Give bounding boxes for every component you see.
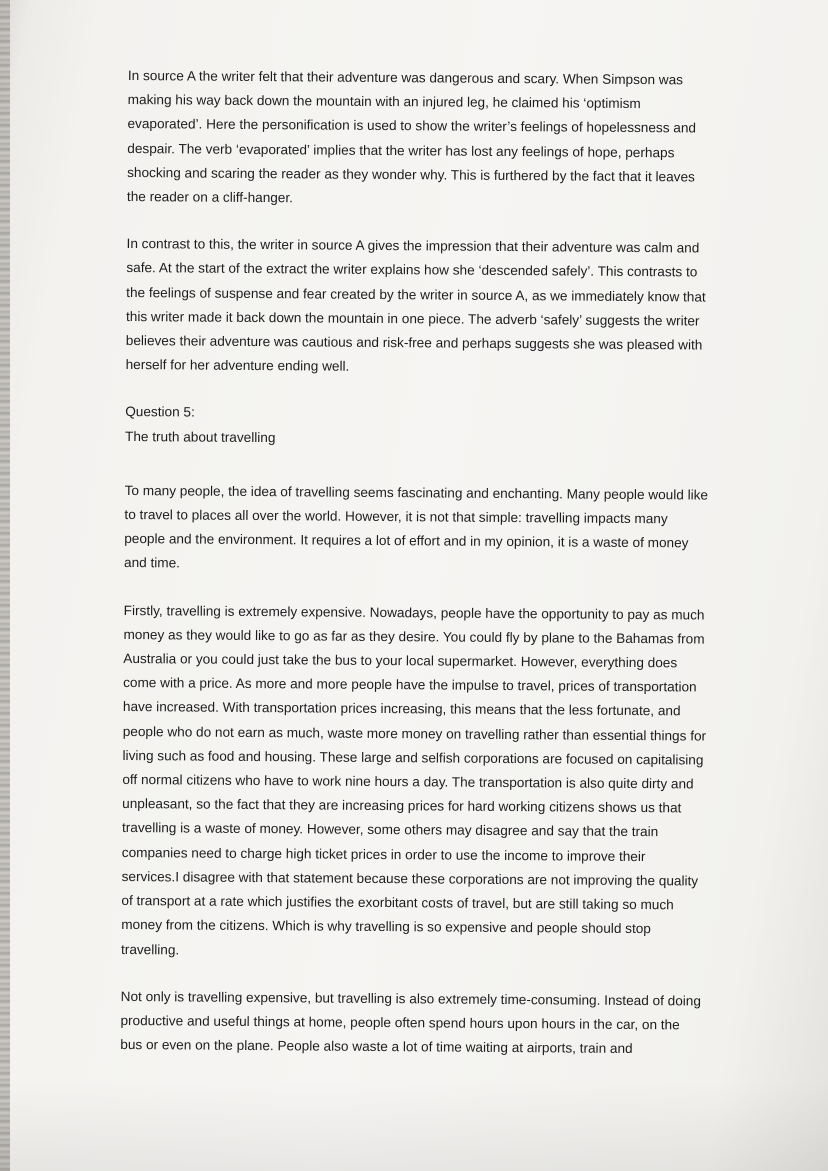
essay-paragraph-cost: Firstly, travelling is extremely expensive. Nowadays, people have the opportunity to pay as much money as they would like to go as far as they desire. You could fly by plane to the Bahamas from Australia or you could just take the bus to your local supermarket. However, everything does come with a price. As more and more people have the impulse to travel, prices of transportation have increased. With transportation prices increasing, this means that the less fortunate, and people who do not earn as much, waste more money on travelling rather than essential things for living such as food and housing. These large and selfish corporations are focused on capitalising off normal citizens who have to work nine hours a day. The transportation is also quite dirty and unpleasant, so the fact that they are increasing prices for hard working citizens shows us that travelling is a waste of money. However, some others may disagree and say that the train companies need to charge high ticket prices in order to use the income to improve their services.I disagree with that statement because these corporations are not improving the quality of transport at a rate which justifies the exorbitant costs of travel, but are still taking so much money from the citizens. Which is why travelling is so expensive and people should stop travelling. <box>120 602 707 957</box>
question-label: Question 5: <box>125 404 195 420</box>
analysis-paragraph-2: In contrast to this, the writer in source A gives the impression that their adventure was calm and safe. At the start of the extract the writer explains how she ‘descended safely’. This contrasts to the feelings of suspense and fear created by the writer in source A, as we immediately know that this writer made it back down the mountain in one piece. The adverb ‘safely’ suggests the writer believes their adventure was cautious and risk-free and perhaps suggests she was pleased with herself for her adventure ending well. <box>125 236 706 374</box>
page-bottom-shadow <box>0 1081 828 1171</box>
essay-paragraph-time: Not only is travelling expensive, but travelling is also extremely time-consuming. Instead of doing productive and useful things at home, people often spend hours upon hours in the car, on the bus or even on the plane. People also waste a lot of time waiting at airports, train and <box>120 988 702 1057</box>
analysis-paragraph-1: In source A the writer felt that their adventure was dangerous and scary. When Simpson was making his way back down the mountain with an injured leg, he claimed his ‘optimism evaporated’. Here the personification is used to show the writer’s feelings of hopelessness and despair. The verb ‘evaporated’ implies that the writer has lost any feelings of hope, perhaps shocking and scaring the reader as they wonder why. This is furthered by the fact that it leaves the reader on a cliff-hanger. <box>126 67 697 206</box>
page-binding-edge <box>0 0 10 1171</box>
document-body <box>120 64 712 1085</box>
essay-title: The truth about travelling <box>125 428 276 445</box>
essay-paragraph-intro: To many people, the idea of travelling seems fascinating and enchanting. Many people would like to travel to places all over the world. However, it is not that simple: travelling impacts many people and the environment. It requires a lot of effort and in my opinion, it is a waste of money and time. <box>124 482 709 571</box>
